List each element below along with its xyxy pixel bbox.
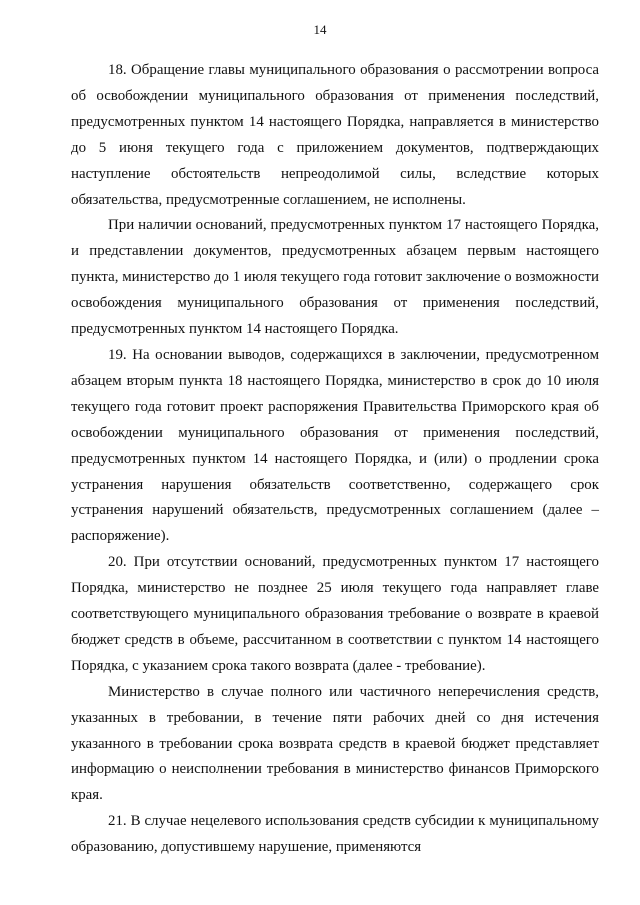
paragraph-21: 21. В случае нецелевого использования средств субсидии к муниципальному образованию, допустившему нарушение, применяются xyxy=(71,813,599,856)
paragraph-18-second: При наличии оснований, предусмотренных пунктом 17 настоящего Порядка, и представлении документов, предусмотренных абзацем первым настоящего пункта, министерство до 1 июля текущего года готовит заключение о возможности освобождения муниципального образования от применения последствий, предусмотренных пунктом 14 настоящего Порядка. xyxy=(71,217,599,338)
paragraph-20-second: Министерство в случае полного или частичного неперечисления средств, указанных в требовании, в течение пяти рабочих дней со дня истечения указанного в требовании срока возврата средств в краевой бюджет представляет информацию о неисполнении требования в министерство финансов Приморского края. xyxy=(71,683,599,804)
page-number: 14 xyxy=(313,22,327,37)
paragraph-20: 20. При отсутствии оснований, предусмотренных пунктом 17 настоящего Порядка, министерство не позднее 25 июля текущего года направляет главе соответствующего муниципального образования требование о возврате в краевой бюджет средств в объеме, рассчитанном в соответствии с пунктом 14 настоящего Порядка, с указанием срока такого возврата (далее - требование). xyxy=(71,554,599,674)
document-body xyxy=(71,58,599,861)
paragraph-18: 18. Обращение главы муниципального образования о рассмотрении вопроса об освобождении муниципального образования от применения последствий, предусмотренных пунктом 14 настоящего Порядка, направляется в министерство до 5 июня текущего года с приложением документов, подтверждающих наступление обстоятельств непреодолимой силы, вследствие которых обязательства, предусмотренные соглашением, не исполнены. xyxy=(71,62,599,208)
paragraph-19: 19. На основании выводов, содержащихся в заключении, предусмотренном абзацем вторым пункта 18 настоящего Порядка, министерство в срок до 10 июля текущего года готовит проект распоряжения Правительства Приморского края об освобождении муниципального образования от применения последствий, предусмотренных пунктом 14 настоящего Порядка, и (или) о продлении срока устранения нарушения обязательств соответственно, содержащего срок устранения нарушений обязательств, предусмотренных соглашением (далее – распоряжение). xyxy=(71,346,599,545)
